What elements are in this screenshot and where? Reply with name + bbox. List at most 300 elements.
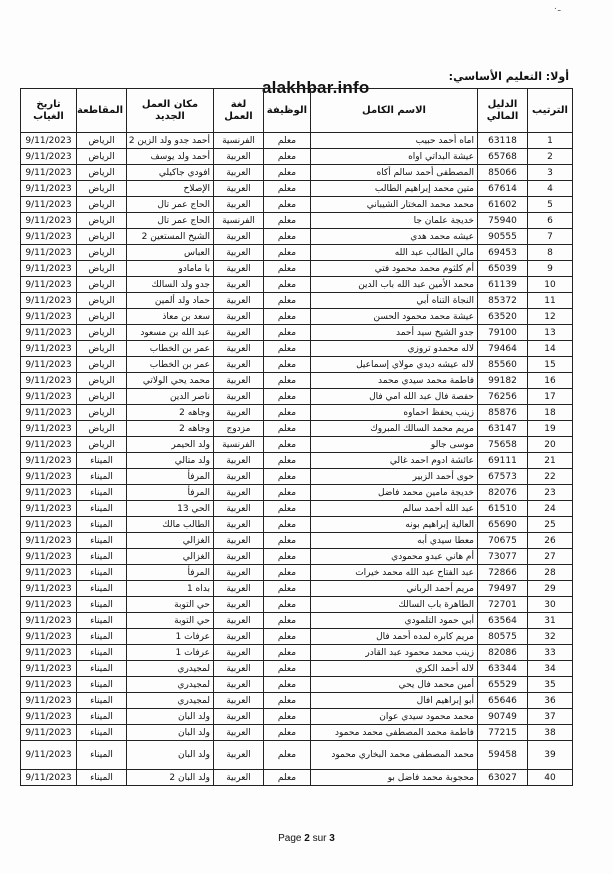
- table-row: [21, 677, 573, 693]
- cell-role: معلم: [264, 213, 311, 229]
- cell-new-workplace: افودي جاكيلي: [127, 165, 214, 181]
- cell-work-language: العربية: [214, 501, 264, 517]
- cell-role: معلم: [264, 245, 311, 261]
- col-header-absence-date: تاريخ الغياب: [21, 89, 77, 133]
- cell-financial-id: 80575: [478, 629, 528, 645]
- table-row: [21, 181, 573, 197]
- cell-full-name: محمد محمود سيدي عوان: [311, 709, 478, 725]
- cell-district: الميناء: [77, 741, 127, 770]
- cell-role: معلم: [264, 613, 311, 629]
- cell-district: الميناء: [77, 453, 127, 469]
- cell-new-workplace: عبد الله بن مسعود: [127, 325, 214, 341]
- table-row: [21, 373, 573, 389]
- footer-current-page: 2: [304, 833, 310, 844]
- cell-role: معلم: [264, 149, 311, 165]
- cell-role: معلم: [264, 661, 311, 677]
- cell-new-workplace: حي التوبة: [127, 613, 214, 629]
- cell-work-language: مزدوج: [214, 421, 264, 437]
- cell-full-name: مريم محمد السالك المبروك: [311, 421, 478, 437]
- cell-role: معلم: [264, 309, 311, 325]
- cell-absence-date: 9/11/2023: [21, 181, 77, 197]
- cell-new-workplace: ولد متالي: [127, 453, 214, 469]
- cell-full-name: مالي الطالب عبد الله: [311, 245, 478, 261]
- cell-work-language: العربية: [214, 277, 264, 293]
- cell-district: الميناء: [77, 549, 127, 565]
- cell-district: الرياض: [77, 405, 127, 421]
- cell-role: معلم: [264, 277, 311, 293]
- cell-absence-date: 9/11/2023: [21, 261, 77, 277]
- cell-district: الرياض: [77, 261, 127, 277]
- cell-financial-id: 61602: [478, 197, 528, 213]
- cell-absence-date: 9/11/2023: [21, 421, 77, 437]
- cell-absence-date: 9/11/2023: [21, 565, 77, 581]
- cell-new-workplace: سعد بن معاذ: [127, 309, 214, 325]
- cell-district: الرياض: [77, 165, 127, 181]
- cell-district: الرياض: [77, 197, 127, 213]
- cell-new-workplace: بداه 1: [127, 581, 214, 597]
- cell-financial-id: 61510: [478, 501, 528, 517]
- cell-full-name: أبي حمود التلمودي: [311, 613, 478, 629]
- cell-financial-id: 63027: [478, 770, 528, 786]
- cell-full-name: حوى أحمد الزبير: [311, 469, 478, 485]
- cell-full-name: أبو إبراهيم افال: [311, 693, 478, 709]
- col-header-role: الوظيفة: [264, 89, 311, 133]
- cell-work-language: الفرنسية: [214, 213, 264, 229]
- cell-order: 17: [528, 389, 573, 405]
- cell-order: 38: [528, 725, 573, 741]
- cell-order: 34: [528, 661, 573, 677]
- cell-absence-date: 9/11/2023: [21, 469, 77, 485]
- cell-full-name: حفصة فال عبد الله امي فال: [311, 389, 478, 405]
- cell-financial-id: 73077: [478, 549, 528, 565]
- cell-district: الرياض: [77, 373, 127, 389]
- cell-full-name: اماه أحمد حبيب: [311, 133, 478, 149]
- cell-work-language: العربية: [214, 549, 264, 565]
- cell-absence-date: 9/11/2023: [21, 629, 77, 645]
- cell-district: الميناء: [77, 677, 127, 693]
- cell-full-name: زينب محمد محمود عبد القادر: [311, 645, 478, 661]
- cell-full-name: النجاة التناه أبي: [311, 293, 478, 309]
- cell-work-language: الفرنسية: [214, 133, 264, 149]
- cell-role: معلم: [264, 677, 311, 693]
- cell-full-name: عبد الفتاح عبد الله محمد خيرات: [311, 565, 478, 581]
- cell-role: معلم: [264, 389, 311, 405]
- cell-work-language: العربية: [214, 741, 264, 770]
- cell-order: 3: [528, 165, 573, 181]
- cell-work-language: العربية: [214, 149, 264, 165]
- cell-role: معلم: [264, 437, 311, 453]
- cell-absence-date: 9/11/2023: [21, 245, 77, 261]
- cell-order: 8: [528, 245, 573, 261]
- table-row: [21, 741, 573, 770]
- cell-new-workplace: لمجيدري: [127, 677, 214, 693]
- cell-financial-id: 85066: [478, 165, 528, 181]
- cell-absence-date: 9/11/2023: [21, 770, 77, 786]
- cell-absence-date: 9/11/2023: [21, 373, 77, 389]
- cell-work-language: العربية: [214, 645, 264, 661]
- cell-order: 28: [528, 565, 573, 581]
- roster-table: [20, 88, 573, 786]
- cell-full-name: عيشة محمد محمود الحسن: [311, 309, 478, 325]
- cell-new-workplace: المرفأ: [127, 565, 214, 581]
- cell-new-workplace: المرفأ: [127, 485, 214, 501]
- cell-district: الميناء: [77, 469, 127, 485]
- cell-new-workplace: العباس: [127, 245, 214, 261]
- cell-work-language: العربية: [214, 517, 264, 533]
- cell-role: معلم: [264, 469, 311, 485]
- cell-financial-id: 63344: [478, 661, 528, 677]
- cell-district: الرياض: [77, 229, 127, 245]
- cell-order: 9: [528, 261, 573, 277]
- table-row: [21, 485, 573, 501]
- cell-district: الرياض: [77, 277, 127, 293]
- cell-financial-id: 63520: [478, 309, 528, 325]
- cell-role: معلم: [264, 770, 311, 786]
- cell-full-name: الطاهرة باب السالك: [311, 597, 478, 613]
- cell-full-name: محجوبة محمد فاضل بو: [311, 770, 478, 786]
- cell-new-workplace: الإصلاح: [127, 181, 214, 197]
- cell-financial-id: 65690: [478, 517, 528, 533]
- page-corner-mark: ـ٠: [553, 4, 561, 14]
- cell-financial-id: 77215: [478, 725, 528, 741]
- table-row: [21, 245, 573, 261]
- cell-work-language: العربية: [214, 565, 264, 581]
- cell-financial-id: 63118: [478, 133, 528, 149]
- cell-full-name: عيشه محمد هدي: [311, 229, 478, 245]
- cell-full-name: لاله محمدو تروزي: [311, 341, 478, 357]
- cell-new-workplace: ولد الحيمر: [127, 437, 214, 453]
- cell-work-language: العربية: [214, 165, 264, 181]
- cell-absence-date: 9/11/2023: [21, 581, 77, 597]
- table-row: [21, 277, 573, 293]
- table-row: [21, 389, 573, 405]
- cell-work-language: العربية: [214, 629, 264, 645]
- cell-work-language: العربية: [214, 389, 264, 405]
- cell-role: معلم: [264, 485, 311, 501]
- cell-new-workplace: الحاج عمر تال: [127, 197, 214, 213]
- table-row: [21, 149, 573, 165]
- cell-new-workplace: با مامادو: [127, 261, 214, 277]
- cell-full-name: فاطمة محمد سيدي محمد: [311, 373, 478, 389]
- col-header-district: المقاطعة: [77, 89, 127, 133]
- cell-role: معلم: [264, 741, 311, 770]
- cell-district: الرياض: [77, 357, 127, 373]
- cell-district: الميناء: [77, 725, 127, 741]
- col-header-work-language: لغة العمل: [214, 89, 264, 133]
- cell-financial-id: 67573: [478, 469, 528, 485]
- cell-financial-id: 79464: [478, 341, 528, 357]
- col-header-financial-id: الدليل المالي: [478, 89, 528, 133]
- cell-order: 2: [528, 149, 573, 165]
- cell-order: 39: [528, 741, 573, 770]
- cell-district: الميناء: [77, 661, 127, 677]
- cell-absence-date: 9/11/2023: [21, 341, 77, 357]
- cell-new-workplace: وجاهه 2: [127, 405, 214, 421]
- cell-new-workplace: أحمد ولد يوسف: [127, 149, 214, 165]
- table-row: [21, 565, 573, 581]
- table-row: [21, 341, 573, 357]
- cell-order: 29: [528, 581, 573, 597]
- table-row: [21, 693, 573, 709]
- footer-prefix: Page: [278, 833, 305, 844]
- cell-district: الرياض: [77, 309, 127, 325]
- cell-absence-date: 9/11/2023: [21, 501, 77, 517]
- cell-role: معلم: [264, 421, 311, 437]
- cell-financial-id: 82076: [478, 485, 528, 501]
- cell-role: معلم: [264, 341, 311, 357]
- cell-new-workplace: لمجيدري: [127, 693, 214, 709]
- cell-full-name: أمين محمد فال يحي: [311, 677, 478, 693]
- cell-absence-date: 9/11/2023: [21, 709, 77, 725]
- cell-financial-id: 85560: [478, 357, 528, 373]
- cell-new-workplace: حي التوبة: [127, 597, 214, 613]
- cell-financial-id: 67614: [478, 181, 528, 197]
- cell-full-name: مريم كابره لمده أحمد فال: [311, 629, 478, 645]
- cell-full-name: لاله عيشه ديدي مولاي إسماعيل: [311, 357, 478, 373]
- cell-financial-id: 63564: [478, 613, 528, 629]
- cell-role: معلم: [264, 645, 311, 661]
- cell-order: 1: [528, 133, 573, 149]
- cell-order: 12: [528, 309, 573, 325]
- cell-new-workplace: لمجيدري: [127, 661, 214, 677]
- cell-full-name: عائشة ادوم احمد غالي: [311, 453, 478, 469]
- cell-financial-id: 75658: [478, 437, 528, 453]
- cell-work-language: العربية: [214, 405, 264, 421]
- cell-work-language: العربية: [214, 485, 264, 501]
- cell-order: 6: [528, 213, 573, 229]
- cell-work-language: العربية: [214, 325, 264, 341]
- table-row: [21, 293, 573, 309]
- cell-financial-id: 85372: [478, 293, 528, 309]
- table-row: [21, 197, 573, 213]
- cell-order: 16: [528, 373, 573, 389]
- cell-district: الميناء: [77, 517, 127, 533]
- table-row: [21, 453, 573, 469]
- table-row: [21, 405, 573, 421]
- col-header-full-name: الاسم الكامل: [311, 89, 478, 133]
- cell-district: الميناء: [77, 613, 127, 629]
- cell-order: 15: [528, 357, 573, 373]
- table-row: [21, 581, 573, 597]
- cell-work-language: العربية: [214, 357, 264, 373]
- table-row: [21, 533, 573, 549]
- cell-role: معلم: [264, 517, 311, 533]
- cell-full-name: جدو الشيخ سيد أحمد: [311, 325, 478, 341]
- cell-district: الميناء: [77, 565, 127, 581]
- cell-absence-date: 9/11/2023: [21, 437, 77, 453]
- cell-absence-date: 9/11/2023: [21, 357, 77, 373]
- section-heading: أولا: التعليم الأساسي:: [448, 70, 569, 83]
- cell-absence-date: 9/11/2023: [21, 597, 77, 613]
- cell-financial-id: 76256: [478, 389, 528, 405]
- cell-new-workplace: ولد البان 2: [127, 770, 214, 786]
- cell-absence-date: 9/11/2023: [21, 645, 77, 661]
- cell-financial-id: 72866: [478, 565, 528, 581]
- cell-work-language: العربية: [214, 197, 264, 213]
- cell-order: 32: [528, 629, 573, 645]
- cell-order: 33: [528, 645, 573, 661]
- cell-order: 18: [528, 405, 573, 421]
- cell-role: معلم: [264, 293, 311, 309]
- cell-district: الرياض: [77, 133, 127, 149]
- cell-role: معلم: [264, 261, 311, 277]
- cell-role: معلم: [264, 133, 311, 149]
- cell-financial-id: 70675: [478, 533, 528, 549]
- cell-work-language: العربية: [214, 725, 264, 741]
- cell-order: 10: [528, 277, 573, 293]
- cell-order: 19: [528, 421, 573, 437]
- cell-order: 27: [528, 549, 573, 565]
- cell-financial-id: 99182: [478, 373, 528, 389]
- cell-order: 26: [528, 533, 573, 549]
- cell-order: 37: [528, 709, 573, 725]
- cell-order: 11: [528, 293, 573, 309]
- cell-order: 40: [528, 770, 573, 786]
- cell-full-name: مريم أحمد الرباني: [311, 581, 478, 597]
- cell-new-workplace: ولد البان: [127, 741, 214, 770]
- cell-financial-id: 65529: [478, 677, 528, 693]
- cell-work-language: العربية: [214, 229, 264, 245]
- cell-order: 20: [528, 437, 573, 453]
- cell-order: 25: [528, 517, 573, 533]
- cell-full-name: المصطفى أحمد سالم أكاه: [311, 165, 478, 181]
- cell-role: معلم: [264, 565, 311, 581]
- cell-order: 24: [528, 501, 573, 517]
- cell-work-language: العربية: [214, 453, 264, 469]
- cell-role: معلم: [264, 325, 311, 341]
- cell-financial-id: 72701: [478, 597, 528, 613]
- cell-role: معلم: [264, 405, 311, 421]
- cell-absence-date: 9/11/2023: [21, 677, 77, 693]
- cell-new-workplace: عرفات 1: [127, 629, 214, 645]
- cell-order: 5: [528, 197, 573, 213]
- cell-financial-id: 69453: [478, 245, 528, 261]
- table-body: [21, 133, 573, 786]
- table-row: [21, 549, 573, 565]
- cell-work-language: العربية: [214, 341, 264, 357]
- cell-absence-date: 9/11/2023: [21, 613, 77, 629]
- table-row: [21, 517, 573, 533]
- cell-absence-date: 9/11/2023: [21, 549, 77, 565]
- cell-absence-date: 9/11/2023: [21, 741, 77, 770]
- cell-new-workplace: عمر بن الخطاب: [127, 341, 214, 357]
- cell-district: الميناء: [77, 597, 127, 613]
- cell-absence-date: 9/11/2023: [21, 661, 77, 677]
- footer-total-pages: 3: [329, 833, 335, 844]
- cell-district: الرياض: [77, 341, 127, 357]
- cell-new-workplace: عرفات 1: [127, 645, 214, 661]
- page-footer: [0, 833, 613, 844]
- cell-district: الميناء: [77, 501, 127, 517]
- table-row: [21, 261, 573, 277]
- cell-order: 14: [528, 341, 573, 357]
- cell-financial-id: 63147: [478, 421, 528, 437]
- cell-role: معلم: [264, 357, 311, 373]
- table-row: [21, 213, 573, 229]
- cell-new-workplace: جدو ولد السالك: [127, 277, 214, 293]
- table-header-row: [21, 89, 573, 133]
- cell-work-language: العربية: [214, 181, 264, 197]
- cell-absence-date: 9/11/2023: [21, 405, 77, 421]
- cell-full-name: عبد الله أحمد سالم: [311, 501, 478, 517]
- cell-new-workplace: الحاج عمر تال: [127, 213, 214, 229]
- cell-absence-date: 9/11/2023: [21, 725, 77, 741]
- cell-role: معلم: [264, 165, 311, 181]
- table-row: [21, 437, 573, 453]
- cell-absence-date: 9/11/2023: [21, 293, 77, 309]
- cell-district: الرياض: [77, 293, 127, 309]
- cell-absence-date: 9/11/2023: [21, 485, 77, 501]
- cell-absence-date: 9/11/2023: [21, 693, 77, 709]
- table-row: [21, 645, 573, 661]
- cell-work-language: العربية: [214, 661, 264, 677]
- cell-district: الميناء: [77, 581, 127, 597]
- table-row: [21, 229, 573, 245]
- cell-financial-id: 65646: [478, 693, 528, 709]
- cell-work-language: العربية: [214, 533, 264, 549]
- cell-financial-id: 79100: [478, 325, 528, 341]
- cell-role: معلم: [264, 693, 311, 709]
- table-row: [21, 770, 573, 786]
- table-row: [21, 613, 573, 629]
- table-row: [21, 357, 573, 373]
- cell-district: الميناء: [77, 693, 127, 709]
- cell-role: معلم: [264, 725, 311, 741]
- cell-district: الرياض: [77, 181, 127, 197]
- cell-absence-date: 9/11/2023: [21, 213, 77, 229]
- cell-work-language: العربية: [214, 613, 264, 629]
- cell-full-name: عيشة البداتي اواه: [311, 149, 478, 165]
- cell-role: معلم: [264, 453, 311, 469]
- cell-role: معلم: [264, 533, 311, 549]
- cell-full-name: فاطمة محمد المصطفى محمد محمود: [311, 725, 478, 741]
- cell-new-workplace: ناصر الدين: [127, 389, 214, 405]
- table-row: [21, 661, 573, 677]
- cell-district: الميناء: [77, 533, 127, 549]
- cell-work-language: العربية: [214, 261, 264, 277]
- cell-full-name: محمد المصطفى محمد البخاري محمود: [311, 741, 478, 770]
- cell-district: الميناء: [77, 709, 127, 725]
- table-row: [21, 469, 573, 485]
- cell-work-language: العربية: [214, 770, 264, 786]
- cell-full-name: خديجة مامين محمد فاضل: [311, 485, 478, 501]
- cell-new-workplace: عمر بن الخطاب: [127, 357, 214, 373]
- cell-role: معلم: [264, 501, 311, 517]
- cell-new-workplace: المرفأ: [127, 469, 214, 485]
- col-header-new-workplace: مكان العمل الجديد: [127, 89, 214, 133]
- cell-district: الميناء: [77, 645, 127, 661]
- cell-financial-id: 90749: [478, 709, 528, 725]
- cell-financial-id: 65768: [478, 149, 528, 165]
- watermark-site-name: alakhbar.info: [262, 78, 370, 97]
- col-header-order: الترتيب: [528, 89, 573, 133]
- cell-full-name: محمد محمد المختار الشيباني: [311, 197, 478, 213]
- cell-full-name: العالية إبراهيم بونه: [311, 517, 478, 533]
- cell-full-name: خديجة علمان جا: [311, 213, 478, 229]
- cell-district: الرياض: [77, 421, 127, 437]
- cell-full-name: معطا سيدي أبه: [311, 533, 478, 549]
- table-row: [21, 725, 573, 741]
- cell-full-name: أم كلثوم محمد محمود فتي: [311, 261, 478, 277]
- cell-role: معلم: [264, 629, 311, 645]
- cell-district: الميناء: [77, 629, 127, 645]
- cell-order: 36: [528, 693, 573, 709]
- table-row: [21, 133, 573, 149]
- cell-new-workplace: الغزالي: [127, 533, 214, 549]
- cell-district: الميناء: [77, 485, 127, 501]
- cell-absence-date: 9/11/2023: [21, 309, 77, 325]
- cell-full-name: أم هاني عبدو محمودي: [311, 549, 478, 565]
